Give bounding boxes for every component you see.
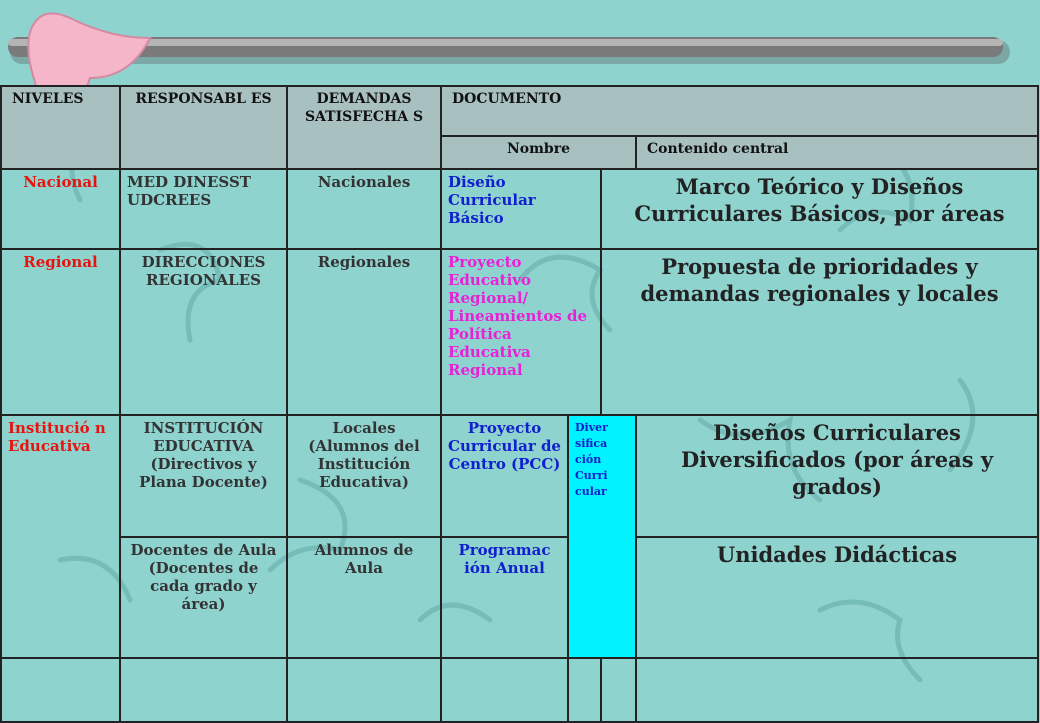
documento-docentes: Programac ión Anual <box>441 537 568 658</box>
nivel-nacional: Nacional <box>1 169 120 249</box>
header-demandas: DEMANDAS SATISFECHA S <box>287 86 441 169</box>
responsables-docentes: Docentes de Aula (Docentes de cada grado y área) <box>120 537 287 658</box>
responsables-institucion: INSTITUCIÓN EDUCATIVA (Directivos y Plana Docente) <box>120 415 287 537</box>
demandas-institucion: Locales (Alumnos del Institución Educativa) <box>287 415 441 537</box>
documento-nacional: Diseño Curricular Básico <box>441 169 601 249</box>
contenido-institucion: Diseños Curriculares Diversificados (por áreas y grados) <box>636 415 1038 537</box>
responsables-regional: DIRECCIONES REGIONALES <box>120 249 287 415</box>
contenido-nacional: Marco Teórico y Diseños Curriculares Básicos, por áreas <box>601 169 1038 249</box>
documento-institucion: Proyecto Curricular de Centro (PCC) <box>441 415 568 537</box>
documento-regional: Proyecto Educativo Regional/ Lineamientos de Política Educativa Regional <box>441 249 601 415</box>
demandas-docentes: Alumnos de Aula <box>287 537 441 658</box>
diversificacion-curricular: Diver sifica ción Curri cular <box>568 415 636 658</box>
empty-cell <box>636 658 1038 722</box>
curriculum-table <box>0 85 1039 723</box>
empty-cell <box>568 658 601 722</box>
empty-cell <box>1 658 120 722</box>
nivel-institucion: Institució n Educativa <box>1 415 120 658</box>
demandas-regional: Regionales <box>287 249 441 415</box>
demandas-nacional: Nacionales <box>287 169 441 249</box>
header-nombre: Nombre <box>441 136 636 169</box>
header-niveles: NIVELES <box>1 86 120 169</box>
header-documento: DOCUMENTO <box>441 86 1038 136</box>
contenido-regional: Propuesta de prioridades y demandas regionales y locales <box>601 249 1038 415</box>
header-contenido: Contenido central <box>636 136 1038 169</box>
empty-cell <box>441 658 568 722</box>
empty-cell <box>287 658 441 722</box>
contenido-docentes: Unidades Didácticas <box>636 537 1038 658</box>
empty-cell <box>601 658 636 722</box>
empty-cell <box>120 658 287 722</box>
responsables-nacional: MED DINESST UDCREES <box>120 169 287 249</box>
nivel-regional: Regional <box>1 249 120 415</box>
header-responsables: RESPONSABL ES <box>120 86 287 169</box>
